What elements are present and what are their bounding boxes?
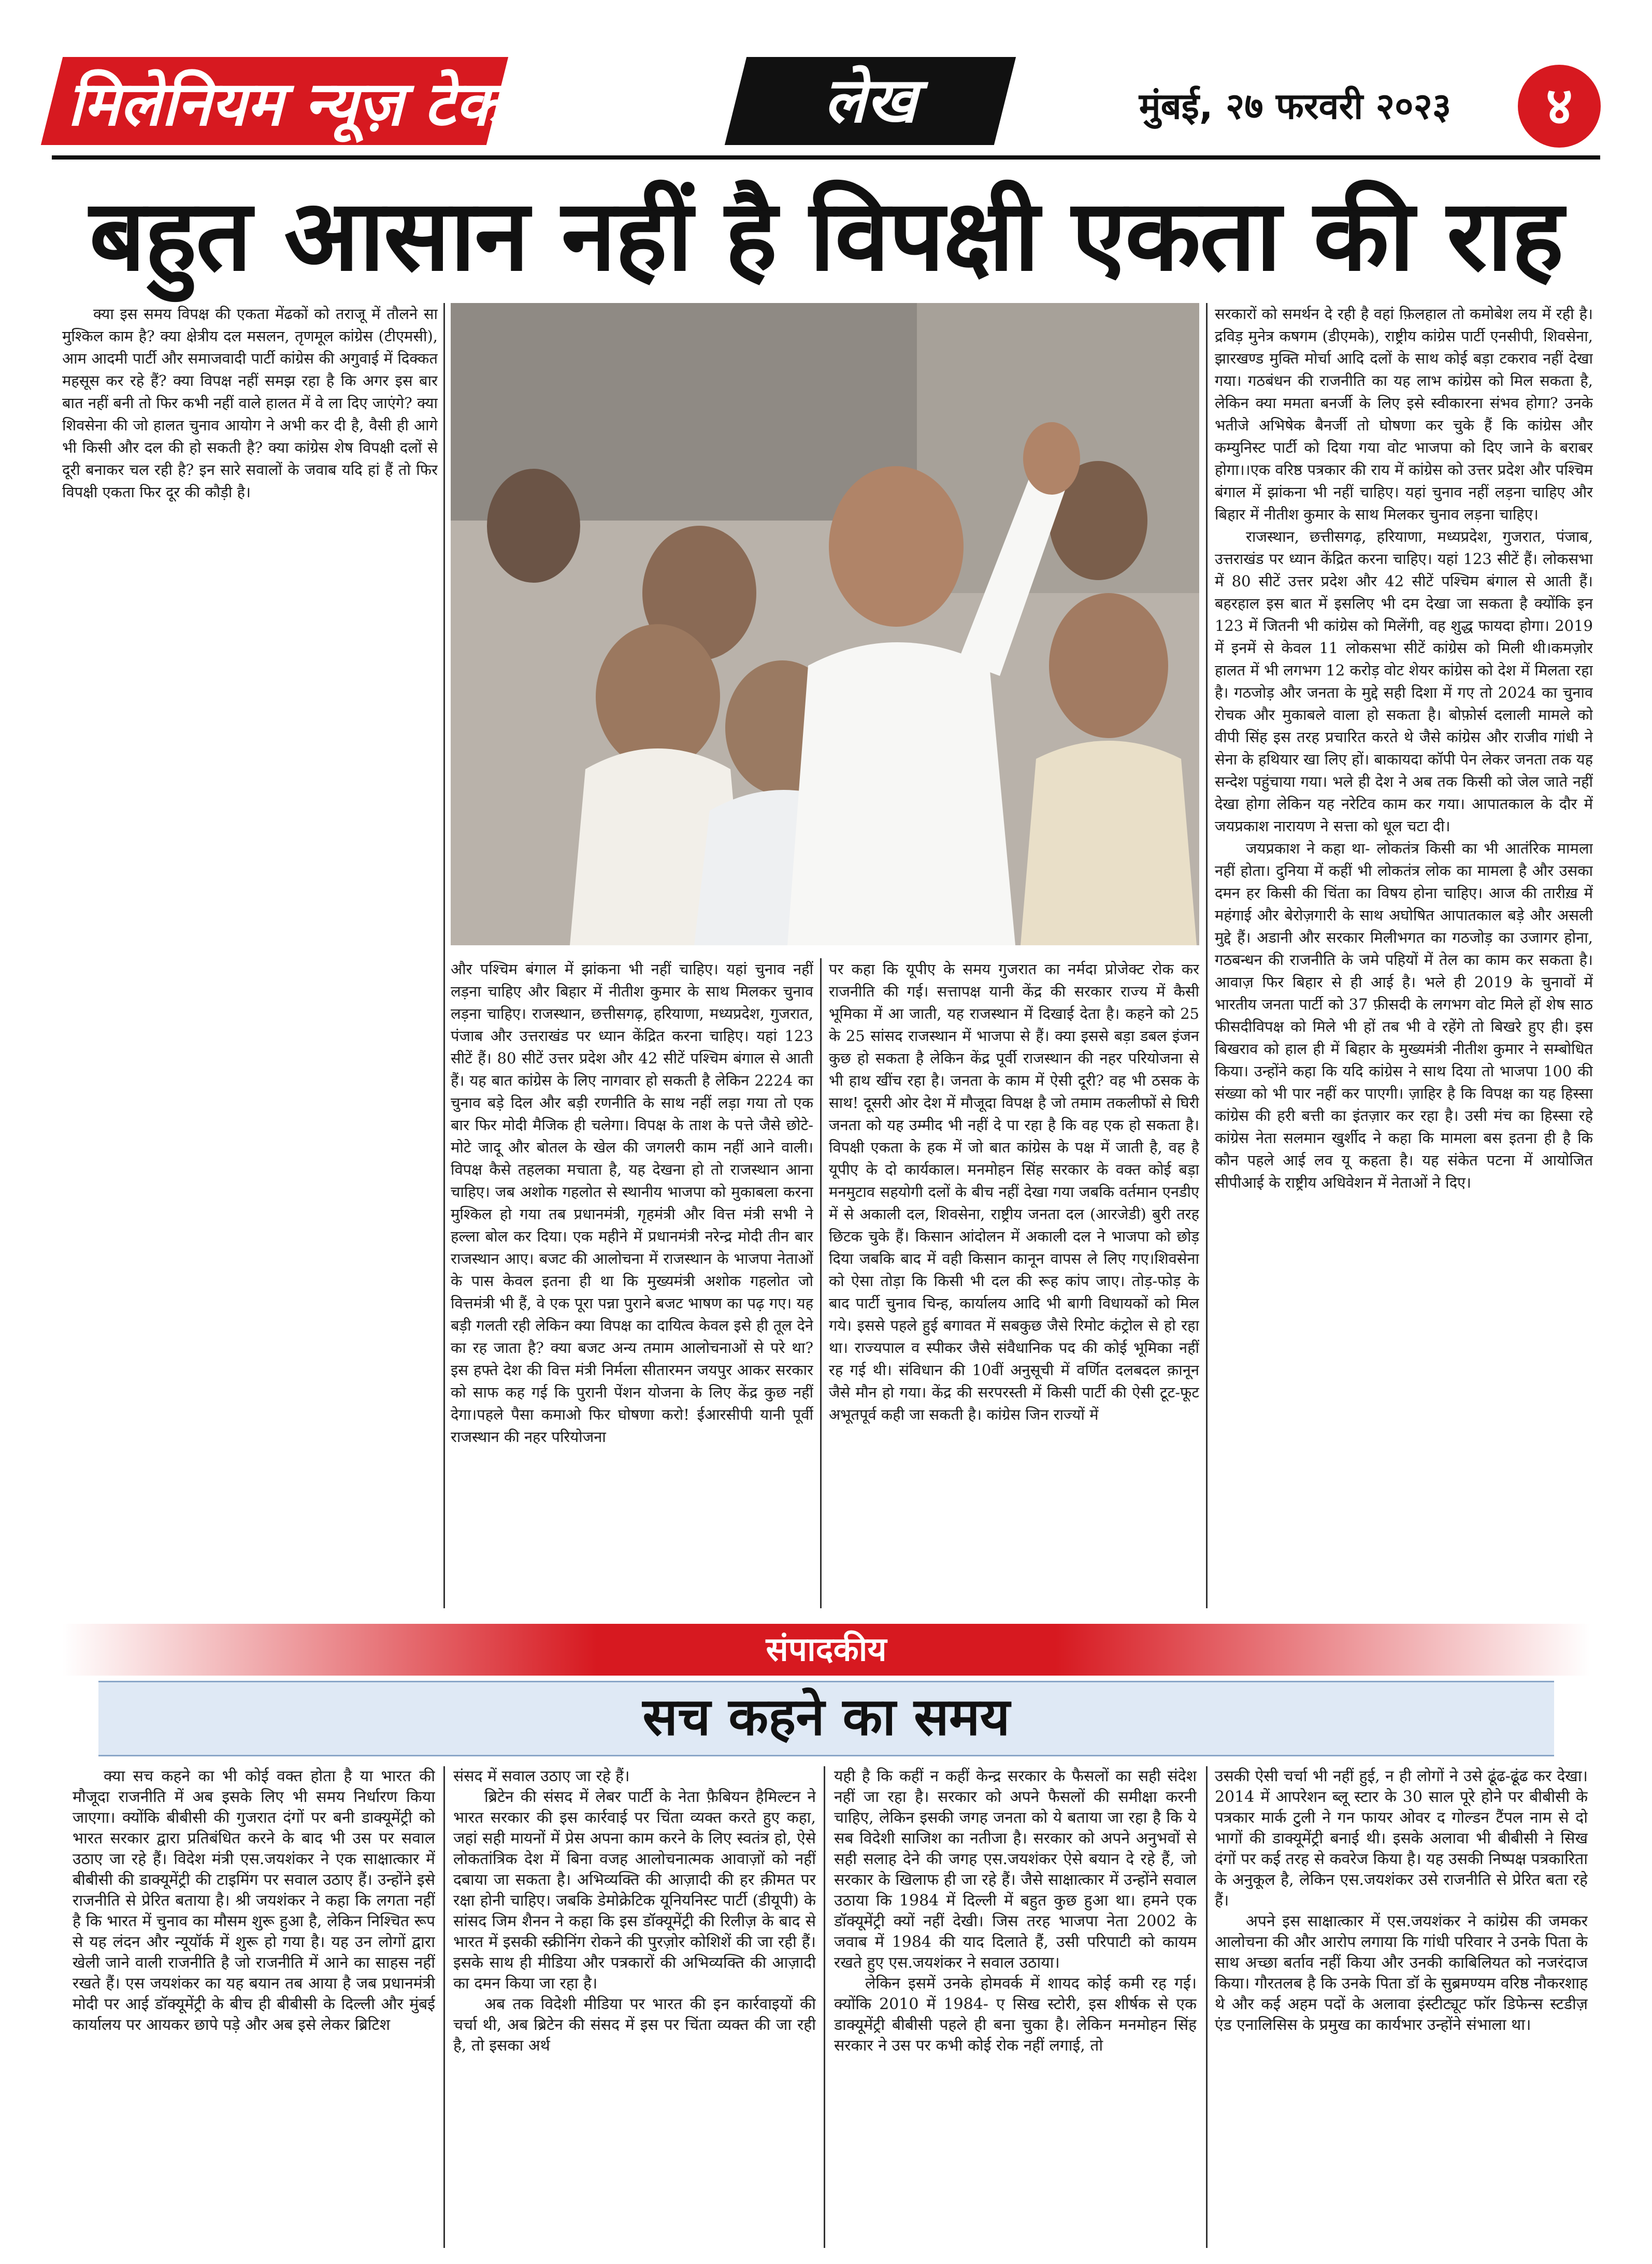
paper-name: मिलेनियम न्यूज़ टेक — [67, 68, 502, 139]
editorial-paragraph: उसकी ऐसी चर्चा भी नहीं हुई, न ही लोगों ने उसे ढूंढ-ढूंढ कर देखा। 2014 में आपरेशन ब्लू स्टार के 30 साल पूरे होने पर बीबीसी के पत्रकार मार्क टुली ने गन फायर ओवर द गोल्डन टैंपल नाम से दो भागों की डाक्यूमेंट्री बनाई थी। इसके अलावा भी बीबीसी ने सिख दंगों पर कई तरह से कवरेज किया है। यह उसकी निष्पक्ष पत्रकारिता के अनुकूल है, लेकिन एस.जयशंकर उसे राजनीति से प्रेरित बता रहे हैं। — [1215, 1767, 1588, 1910]
article-photo — [451, 303, 1199, 945]
editorial-paragraph: यही है कि कहीं न कहीं केन्द्र सरकार के फैसलों का सही संदेश नहीं जा रहा है। सरकार को अपने फैसलों की समीक्षा करनी चाहिए, लेकिन इसकी जगह जनता को ये बताया जा रहा है कि ये सब विदेशी साजिश का नतीजा है। सरकार को अपने अनुभवों से सही सलाह देने की जगह एस.जयशंकर ऐसे बयान दे रहे हैं, जो सरकार के खिलाफ ही जा रहे हैं। जैसे साक्षात्कार में उन्होंने सवाल उठाया कि 1984 में दिल्ली में बहुत कुछ हुआ था। हमने एक डॉक्यूमेंट्री क्यों नहीं देखी। जिस तरह भाजपा नेता 2002 के जवाब में 1984 की याद दिलाते हैं, उसी परिपाटी को कायम रखते हुए एस.जयशंकर ने सवाल उठाया। — [834, 1767, 1197, 1972]
editorial-paragraph: लेकिन इसमें उनके होमवर्क में शायद कोई कमी रह गई। क्योंकि 2010 में 1984- ए सिख स्टोरी, इस शीर्षक से एक डाक्यूमेंट्री बीबीसी पहले ही बना चुका है। लेकिन मनमोहन सिंह सरकार ने उस पर कभी कोई रोक नहीं लगाई, तो — [834, 1974, 1197, 2055]
article-column-1 — [62, 303, 438, 1608]
article-paragraph: राजस्थान, छत्तीसगढ़, हरियाणा, मध्यप्रदेश, गुजरात, पंजाब, उत्तराखंड पर ध्यान केंद्रित करना चाहिए। यहां 123 सीटें हैं। लोकसभा में 80 सीटें उत्तर प्रदेश और 42 सीटें पश्चिम बंगाल से आती हैं। बहरहाल इस बात में इसलिए भी दम देखा जा सकता है क्योंकि इन 123 में जितनी भी कांग्रेस को मिलेंगी, वह शुद्ध फायदा होगा। 2019 में इनमें से केवल 11 लोकसभा सीटें कांग्रेस को मिली थी।कमज़ोर हालत में भी लगभग 12 करोड़ वोट शेयर कांग्रेस को देश में मिलता रहा है। गठजोड़ और जनता के मुद्दे सही दिशा में गए तो 2024 का चुनाव रोचक और मुकाबले वाला हो सकता है। बोफ़ोर्स दलाली मामले को वीपी सिंह इस तरह प्रचारित करते थे जैसे कांग्रेस और राजीव गांधी ने सेना के हथियार खा लिए हों। बाकायदा कॉपी पेन लेकर जनता तक यह सन्देश पहुंचाया गया। भले ही देश ने अब तक किसी को जेल जाते नहीं देखा होगा लेकिन यह नरेटिव काम कर गया। आपातकाल के दौर में जयप्रकाश नारायण ने सत्ता को धूल चटा दी। — [1215, 528, 1593, 835]
editorial-paragraph: क्या सच कहने का भी कोई वक्त होता है या भारत की मौजूदा राजनीति में अब इसके लिए भी समय निर्धारण किया जाएगा। क्योंकि बीबीसी की गुजरात दंगों पर बनी डाक्यूमेंट्री को भारत सरकार द्वारा प्रतिबंधित करने के बाद भी उस पर सवाल उठाए जा रहे हैं। विदेश मंत्री एस.जयशंकर ने एक साक्षात्कार में बीबीसी की डाक्यूमेंट्री की टाइमिंग पर सवाल उठाए हैं। उन्होंने इसे राजनीति से प्रेरित बताया है। श्री जयशंकर ने कहा कि लगता नहीं है कि भारत में चुनाव का मौसम शुरू हुआ है, लेकिन निश्चित रूप से यह लंदन और न्यूयॉर्क में शुरू हो गया है। यह उन लोगों द्वारा खेली जाने वाली राजनीति है जो राजनीति में आने का साहस नहीं रखते हैं। एस जयशंकर का यह बयान तब आया है जब प्रधानमंत्री मोदी पर आई डॉक्यूमेंट्री के बीच ही बीबीसी के दिल्ली और मुंबई कार्यालय पर आयकर छापे पड़े और अब इसे लेकर ब्रिटिश — [73, 1767, 435, 2034]
column-divider — [443, 303, 445, 1608]
article-column-3 — [829, 958, 1199, 1608]
column-divider — [820, 958, 822, 1608]
article-paragraph: सरकारों को समर्थन दे रही है वहां फ़िलहाल तो कमोबेश लय में रही है।द्रविड़ मुनेत्र कषगम (डीएमके), राष्ट्रीय कांग्रेस पार्टी एनसीपी, शिवसेना, झारखण्ड मुक्ति मोर्चा आदि दलों के साथ कोई बड़ा टकराव नहीं देखा गया। गठबंधन की राजनीति का यह लाभ कांग्रेस को मिल सकता है, लेकिन क्या ममता बनर्जी के लिए इसे स्वीकारना संभव होगा? उनके भतीजे अभिषेक बैनर्जी तो घोषणा कर चुके हैं कि कांग्रेस और कम्युनिस्ट पार्टी को दिया गया वोट भाजपा को दिए जाने के बराबर होगा।।एक वरिष्ठ पत्रकार की राय में कांग्रेस को उत्तर प्रदेश और पश्चिम बंगाल में झांकना भी नहीं चाहिए। यहां चुनाव नहीं लड़ना चाहिए और बिहार में नीतीश कुमार के साथ मिलकर चुनाव लड़ना चाहिए। — [1215, 305, 1593, 523]
article-paragraph: और पश्चिम बंगाल में झांकना भी नहीं चाहिए। यहां चुनाव नहीं लड़ना चाहिए और बिहार में नीतीश कुमार के साथ मिलकर चुनाव लड़ना चाहिए। राजस्थान, छत्तीसगढ़, हरियाणा, मध्यप्रदेश, गुजरात, पंजाब और उत्तराखंड पर ध्यान केंद्रित करना चाहिए। यहां 123 सीटें हैं। 80 सीटें उत्तर प्रदेश और 42 सीटें पश्चिम बंगाल से आती हैं। यह बात कांग्रेस के लिए नागवार हो सकती है लेकिन 2224 का चुनाव बड़े दिल और बड़ी रणनीति के साथ नहीं लड़ा गया तो एक बार फिर मोदी मैजिक ही चलेगा। विपक्ष के ताश के पत्ते जैसे छोटे-मोटे जादू और बोतल के खेल की जगलरी काम नहीं आने वाली।विपक्ष कैसे तहलका मचाता है, यह देखना हो तो राजस्थान आना चाहिए। जब अशोक गहलोत से स्थानीय भाजपा को मुकाबला करना मुश्किल हो गया तब प्रधानमंत्री, गृहमंत्री और वित्त मंत्री सभी ने हल्ला बोल कर दिया। एक महीने में प्रधानमंत्री नरेन्द्र मोदी तीन बार राजस्थान आए। बजट की आलोचना में राजस्थान के भाजपा नेताओं के पास केवल इतना ही था कि मुख्यमंत्री अशोक गहलोत जो वित्तमंत्री भी हैं, वे एक पूरा पन्ना पुराने बजट भाषण का पढ़ गए। यह बड़ी गलती रही लेकिन क्या विपक्ष का दायित्व केवल इसे ही तूल देने का रह जाता है? क्या बजट अन्य तमाम आलोचनाओं से परे था? इस हफ्ते देश की वित्त मंत्री निर्मला सीतारमन जयपुर आकर सरकार को साफ कह गई कि पुरानी पेंशन योजना के लिए केंद्र कुछ नहीं देगा।पहले पैसा कमाओ फिर घोषणा करो! ईआरसीपी यानी पूर्वी राजस्थान की नहर परियोजना — [451, 960, 813, 1446]
column-divider — [1206, 1766, 1208, 2248]
editorial-label: संपादकीय — [766, 1631, 887, 1669]
issue-date: मुंबई, २७ फरवरी २०२३ — [1139, 85, 1452, 127]
article-headline: बहुत आसान नहीं है विपक्षी एकता की राह — [89, 178, 1563, 293]
leaders-photo-illustration — [451, 303, 1199, 945]
editorial-title: सच कहने का समय — [642, 1686, 1010, 1747]
article-paragraph: क्या इस समय विपक्ष की एकता मेंढकों को तराजू में तौलने सा मुश्किल काम है? क्या क्षेत्रीय दल मसलन, तृणमूल कांग्रेस (टीएमसी), आम आदमी पार्टी और समाजवादी पार्टी कांग्रेस की अगुवाई में दिक्कत महसूस कर रहे हैं? क्या विपक्ष नहीं समझ रहा है कि अगर इस बार बात नहीं बनी तो फिर कभी नहीं वाले हालत में वे ला दिए जाएंगे? क्या शिवसेना की जो हालत चुनाव आयोग ने अभी कर दी है, वैसी ही आगे भी किसी और दल की हो सकती है? क्या कांग्रेस शेष विपक्षी दलों से दूरी बनाकर चल रही है? इन सारे सवालों के जवाब यदि हां हैं तो फिर विपक्षी एकता फिर दूर की कौड़ी है। — [62, 305, 438, 501]
editorial-paragraph: अब तक विदेशी मीडिया पर भारत की इन कार्रवाइयों की चर्चा थी, अब ब्रिटेन की संसद में इस पर चिंता व्यक्त की जा रही है, तो इसका अर्थ — [453, 1995, 816, 2055]
editorial-column-4 — [1215, 1766, 1588, 2248]
editorial-column-2 — [453, 1766, 816, 2248]
section-label: लेख — [824, 65, 917, 137]
editorial-paragraph: संसद में सवाल उठाए जा रहे हैं। — [453, 1767, 630, 1785]
top-rule — [52, 155, 1600, 160]
editorial-paragraph: अपने इस साक्षात्कार में एस.जयशंकर ने कांग्रेस की जमकर आलोचना की और आरोप लगाया कि गांधी परिवार ने उनके पिता के साथ अच्छा बर्ताव नहीं किया और उनकी काबिलियत को नजरंदाज किया। गौरतलब है कि उनके पिता डॉ के सुब्रमण्यम वरिष्ठ नौकरशाह थे और कई अहम पदों के अलावा इंस्टीट्यूट फॉर डिफेन्स स्टडीज़ एंड एनालिसिस के प्रमुख का कार्यभार उन्होंने संभाला था। — [1215, 1912, 1588, 2034]
article-column-4 — [1215, 303, 1593, 1608]
article-column-2 — [451, 958, 813, 1608]
editorial-paragraph: ब्रिटेन की संसद में लेबर पार्टी के नेता फ़ैबियन हैमिल्टन ने भारत सरकार की इस कार्रवाई पर चिंता व्यक्त करते हुए कहा, जहां सही मायनों में प्रेस अपना काम करने के लिए स्वतंत्र हो, ऐसे लोकतांत्रिक देश में बिना वजह आलोचनात्मक आवाज़ों को नहीं दबाया जा सकता है। अभिव्यक्ति की आज़ादी की हर क़ीमत पर रक्षा होनी चाहिए। जबकि डेमोक्रेटिक यूनियनिस्ट पार्टी (डीयूपी) के सांसद जिम शैनन ने कहा कि इस डॉक्यूमेंट्री की रिलीज़ के बाद से भारत में इसकी स्क्रीनिंग रोकने की पुरज़ोर कोशिशें की जा रही हैं। इसके साथ ही मीडिया और पत्रकारों की अभिव्यक्ति की आज़ादी का दमन किया जा रहा है। — [453, 1788, 816, 1993]
editorial-column-3 — [834, 1766, 1197, 2248]
column-divider — [824, 1766, 825, 2248]
column-divider — [1206, 303, 1208, 1608]
article-paragraph: पर कहा कि यूपीए के समय गुजरात का नर्मदा प्रोजेक्ट रोक कर राजनीति की गई। सत्तापक्ष यानी केंद्र की सरकार राज्य में कैसी भूमिका में आ जाती, यह राजस्थान में दिखाई देता है। कहने को 25 के 25 सांसद राजस्थान में भाजपा से हैं। क्या इससे बड़ा डबल इंजन कुछ हो सकता है लेकिन केंद्र पूर्वी राजस्थान की नहर परियोजना से भी हाथ खींच रहा है। जनता के काम में ऐसी दूरी? वह भी ठसक के साथ! दूसरी ओर देश में मौजूदा विपक्ष है जो तमाम तकलीफों से घिरी जनता को यह उम्मीद भी नहीं दे पा रहा है कि वह एक हो सकता है।विपक्षी एकता के हक में जो बात कांग्रेस के पक्ष में जाती है, वह है यूपीए के दो कार्यकाल। मनमोहन सिंह सरकार के वक्त कोई बड़ा मनमुटाव सहयोगी दलों के बीच नहीं देखा गया जबकि वर्तमान एनडीए में से अकाली दल, शिवसेना, राष्ट्रीय जनता दल (आरजेडी) बुरी तरह छिटक चुके हैं। किसान आंदोलन में अकाली दल ने भाजपा को छोड़ दिया जबकि बाद में वही किसान कानून वापस ले लिए गए।शिवसेना को ऐसा तोड़ा कि किसी भी दल की रूह कांप जाए। तोड़-फोड़ के बाद पार्टी चुनाव चिन्ह, कार्यालय आदि भी बागी विधायकों को मिल गये। इससे पहले हुई बगावत में सबकुछ जैसे रिमोट कंट्रोल से हो रहा था। राज्यपाल व स्पीकर जैसे संवैधानिक पद की कोई भूमिका नहीं रह गई थी। संविधान की 10वीं अनुसूची में वर्णित दलबदल क़ानून जैसे मौन हो गया। केंद्र की सरपरस्ती में किसी पार्टी की ऐसी टूट-फूट अभूतपूर्व कही जा सकती है। कांग्रेस जिन राज्यों में — [829, 960, 1199, 1423]
column-divider — [443, 1766, 445, 2248]
article-paragraph: जयप्रकाश ने कहा था- लोकतंत्र किसी का भी आतंरिक मामला नहीं होता। दुनिया में कहीं भी लोकतंत्र लोक का मामला है और उसका दमन हर किसी की चिंता का विषय होना चाहिए। आज की तारीख़ में महंगाई और बेरोज़गारी के साथ अघोषित आपातकाल बड़े और असली मुद्दे हैं। अडानी और सरकार मिलीभगत का गठजोड़ का उजागर होना, गठबन्धन की राजनीति के जमे पहियों में तेल का काम कर सकता है।आवाज़ फिर बिहार से ही आई है। भले ही 2019 के चुनावों में भारतीय जनता पार्टी को 37 फ़ीसदी के लगभग वोट मिले हों शेष साठ फीसदीविपक्ष को मिले भी हों तब भी वे रहेंगे तो बिखरे हुए ही। इस बिखराव को हाल ही में बिहार के मुख्यमंत्री नीतीश कुमार ने सम्बोधित किया। उन्होंने कहा कि यदि कांग्रेस ने साथ दिया तो भाजपा 100 की संख्या को भी पार नहीं कर पाएगी। ज़ाहिर है कि विपक्ष का यह हिस्सा कांग्रेस की हरी बत्ती का इंतज़ार कर रहा है। उसी मंच का हिस्सा रहे कांग्रेस नेता सलमान खुर्शीद ने कहा कि मामला बस इतना ही है कि कौन पहले आई लव यू कहता है। यह संकेत पटना में आयोजित सीपीआई के राष्ट्रीय अधिवेशन में नेताओं ने दिए। — [1215, 840, 1593, 1191]
page-number: ४ — [1518, 65, 1601, 148]
editorial-column-1 — [73, 1766, 435, 2248]
